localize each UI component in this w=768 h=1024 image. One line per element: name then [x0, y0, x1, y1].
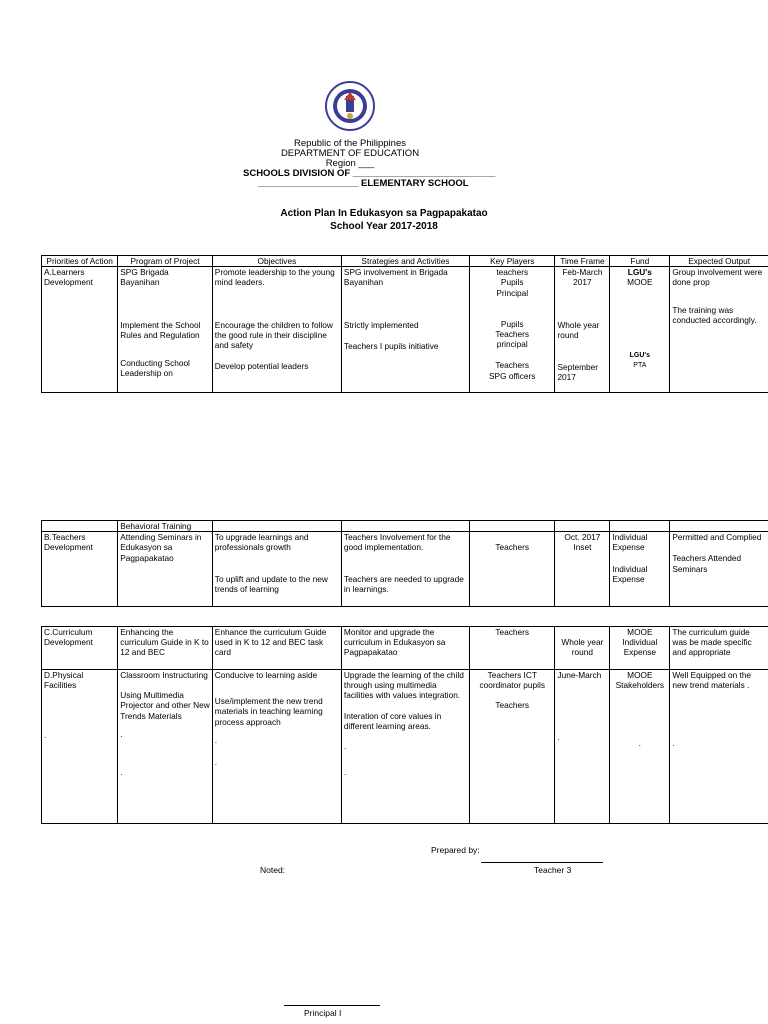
output-cell: [670, 267, 768, 393]
program-cell: [118, 670, 213, 824]
page-title: Action Plan In Edukasyon sa Pagpapakatao: [280, 208, 488, 219]
output-cell: [670, 670, 768, 824]
objectives-cell: [212, 532, 341, 607]
timeframe-item: September 2017: [557, 362, 599, 383]
strategy-item: Teachers are needed to upgrade in learnings.: [343, 573, 464, 594]
program-item: SPG Brigada Bayanihan: [120, 267, 169, 288]
objectives-cell: Enhance the curriculum Guide used in K to 12 and BEC task card: [212, 627, 341, 670]
output-item: Permitted and Complied: [672, 532, 762, 543]
objective-item: Develop potential leaders: [214, 361, 309, 372]
timeframe-item: Oct. 2017: [564, 532, 601, 543]
priority-text: A.Learners Development: [44, 267, 93, 288]
objective-item: To uplift and update to the new trends of learning: [214, 573, 328, 594]
principal-signature-line: [284, 1005, 380, 1006]
header-objectives: Objectives: [212, 256, 341, 267]
table-row: [42, 267, 768, 393]
player-item: Teachers: [495, 700, 530, 711]
output-item: Teachers Attended Seminars: [672, 553, 742, 574]
principal-label: Principal I: [304, 1008, 342, 1018]
program-cell: [118, 267, 213, 393]
header-department: DEPARTMENT OF EDUCATION: [280, 148, 420, 159]
program-cell: Attending Seminars in Edukasyon sa Pagpapakatao: [118, 532, 213, 607]
program-item: Implement the School Rules and Regulation: [120, 319, 201, 340]
table-header-row: [42, 256, 768, 267]
key-players-cell: [470, 670, 555, 824]
output-cell: The curriculum guide was be made specific and appropriate: [670, 627, 768, 670]
timeframe-item: Whole year round: [557, 319, 600, 340]
dot-mark: .: [214, 734, 218, 745]
table-row: [42, 670, 768, 824]
fund-item: Individual Expense: [612, 532, 648, 553]
strategy-item: Strictly implemented: [343, 319, 419, 330]
fund-cell: [610, 670, 670, 824]
teacher-signature-line: [481, 862, 603, 863]
objective-item: Promote leadership to the young mind leaders.: [214, 267, 335, 288]
priority-text: D.Physical Facilities: [44, 670, 84, 691]
header-program: Program of Project: [118, 256, 213, 267]
fund-item: Stakeholders: [615, 680, 665, 691]
fund-item: Individual: [622, 637, 658, 648]
output-item: The training was conducted accordingly.: [672, 304, 757, 325]
dot-mark: .: [638, 738, 641, 749]
table-row: [42, 627, 768, 670]
time-frame-cell: [555, 532, 610, 607]
player-item: Teachers: [495, 360, 530, 371]
player-item: teachers: [496, 267, 529, 278]
fund-item: MOOE: [627, 277, 653, 288]
player-item: Teachers: [495, 542, 530, 553]
output-item: Group involvement were done prop: [672, 267, 763, 288]
header-region: Region ___: [325, 158, 375, 169]
strategy-item: SPG involvement in Brigada Bayanihan: [343, 267, 448, 288]
objective-item: Encourage the children to follow the good rule in their discipline and safety: [214, 319, 333, 351]
fund-item: Expense: [623, 647, 656, 658]
timeframe-item: Inset: [573, 542, 592, 553]
header-priorities: Priorities of Action: [42, 256, 118, 267]
fund-item: MOOE: [627, 670, 653, 680]
strategies-cell: [341, 532, 469, 607]
player-item: Pupils: [500, 318, 524, 329]
objective-item: To upgrade learnings and professionals growth: [214, 532, 309, 553]
strategy-item: Upgrade the learning of the child through using multimedia facilities with values integration.: [343, 670, 464, 701]
key-players-cell: [470, 532, 555, 607]
player-item: SPG officers: [489, 370, 536, 381]
objectives-cell: [212, 670, 341, 824]
strategy-item: Interation of core values in different learning areas.: [343, 710, 442, 731]
time-frame-cell: [555, 627, 610, 670]
player-item: principal: [496, 339, 528, 350]
key-players-cell: Teachers: [470, 627, 555, 670]
objectives-cell: [212, 267, 341, 393]
header-expected-output: Expected Output: [670, 256, 768, 267]
prepared-by-label: Prepared by:: [431, 845, 480, 855]
header-time-frame: Time Frame: [555, 256, 610, 267]
dot-mark: .: [672, 738, 675, 749]
output-cell: [670, 532, 768, 607]
strategies-cell: Monitor and upgrade the curriculum in Edukasyon sa Pagpapakatao: [341, 627, 469, 670]
action-plan-table-3: [41, 626, 768, 824]
key-players-cell: [470, 267, 555, 393]
timeframe-item: Feb-March 2017: [562, 267, 603, 288]
page-subtitle: School Year 2017-2018: [330, 221, 438, 232]
fund-item: LGU's: [627, 267, 652, 278]
deped-seal: [325, 78, 375, 134]
fund-cell: [610, 532, 670, 607]
action-plan-table-1: [41, 255, 768, 393]
program-item: Using Multimedia Projector and other New Trends Materials: [120, 690, 210, 721]
player-item: Teachers: [495, 329, 530, 340]
dot-mark: .: [343, 767, 347, 778]
priority-cell: B.Teachers Development: [42, 532, 118, 607]
fund-item: Individual Expense: [612, 563, 648, 584]
action-plan-table-2: [41, 520, 768, 607]
player-item: Teachers ICT coordinator pupils: [479, 670, 545, 691]
fund-item: PTA: [633, 361, 647, 369]
strategies-cell: [341, 670, 469, 824]
program-cell: Behavioral Training: [118, 521, 213, 532]
dot-mark: .: [557, 732, 560, 743]
priority-cell: [42, 267, 118, 393]
dot-mark: .: [214, 757, 218, 768]
header-division: SCHOOLS DIVISION OF ___________________________: [243, 168, 496, 179]
fund-item: MOOE: [627, 627, 653, 637]
header-school: ___________________ ELEMENTARY SCHOOL: [258, 178, 469, 189]
program-item: Classroom Instructuring: [120, 670, 208, 680]
strategy-item: Teachers I pupils initiative: [343, 340, 439, 351]
fund-cell: [610, 267, 670, 393]
header-fund: Fund: [610, 256, 670, 267]
dot-mark: .: [120, 728, 123, 739]
player-item: Principal: [496, 287, 529, 298]
dot-mark: .: [343, 741, 347, 752]
fund-item: LGU's: [629, 351, 650, 359]
priority-cell: C.Curriculum Development: [42, 627, 118, 670]
noted-label: Noted:: [260, 865, 286, 875]
priority-cell: [42, 670, 118, 824]
objective-item: Conducive to learning aside: [214, 670, 318, 680]
player-item: Pupils: [500, 277, 524, 288]
header-key-players: Key Players: [470, 256, 555, 267]
table-row: [42, 532, 768, 607]
strategies-cell: [341, 267, 469, 393]
output-item: Well Equipped on the new trend materials .: [672, 670, 752, 691]
dot-mark: .: [44, 730, 47, 741]
time-frame-cell: [555, 267, 610, 393]
table-row: [42, 521, 768, 532]
dot-mark: .: [120, 767, 123, 778]
objective-item: Use/implement the new trend materials in teaching learning process approach: [214, 696, 323, 727]
timeframe-item: Whole year round: [561, 637, 604, 658]
teacher-label: Teacher 3: [534, 865, 572, 875]
header-strategies: Strategies and Activities: [341, 256, 469, 267]
header-republic: Republic of the Philippines: [294, 138, 406, 149]
fund-cell: [610, 627, 670, 670]
timeframe-item: June-March: [557, 670, 602, 680]
program-item: Conducting School Leadership on: [120, 358, 190, 379]
program-cell: Enhancing the curriculum Guide in K to 12 and BEC: [118, 627, 213, 670]
strategy-item: Teachers Involvement for the good implementation.: [343, 532, 451, 553]
time-frame-cell: [555, 670, 610, 824]
